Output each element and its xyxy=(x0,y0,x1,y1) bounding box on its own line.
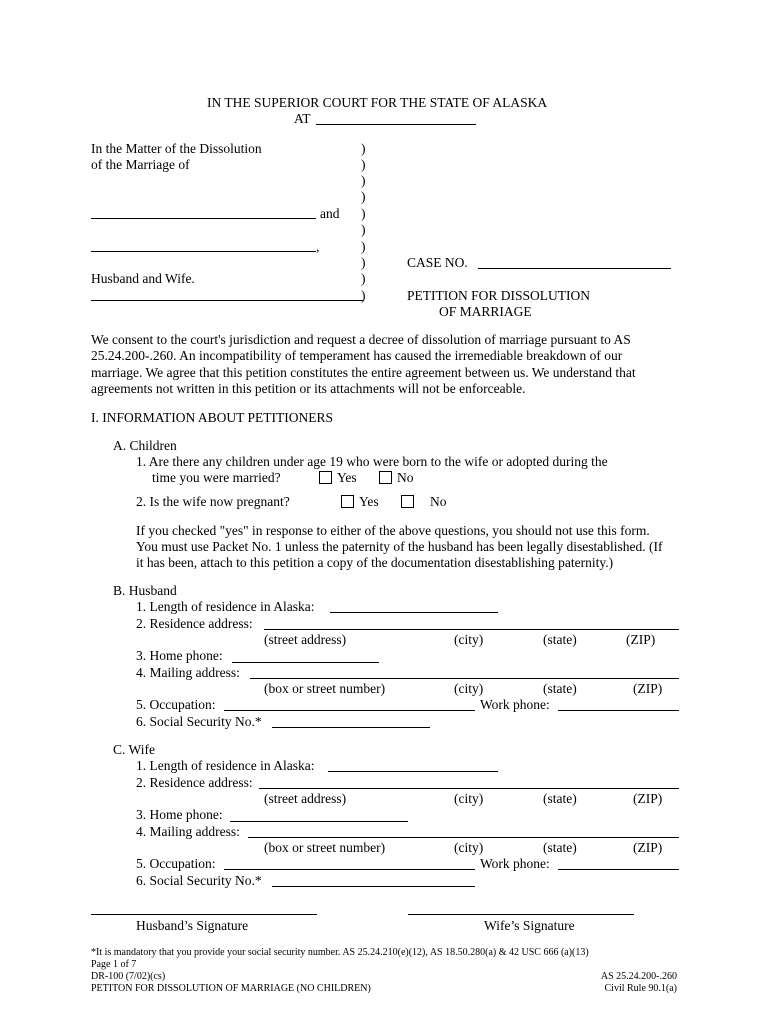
q1-no-checkbox[interactable] xyxy=(379,471,392,484)
wife-residence-address-label: 2. Residence address: xyxy=(136,775,253,790)
statute-reference: AS 25.24.200-.260 xyxy=(600,971,677,982)
paren: ) xyxy=(361,222,366,237)
wife-residence-length-field[interactable] xyxy=(328,771,498,772)
wife-street-caption: (street address) xyxy=(264,791,347,806)
parties-label: Husband and Wife. xyxy=(91,271,195,286)
wife-ssn-field[interactable] xyxy=(272,886,475,887)
intro-line2: 25.24.200-.260. An incompatibility of temperament has caused the irremediable breakdown of our xyxy=(91,348,623,363)
husband-ssn-label: 6. Social Security No.* xyxy=(136,714,262,729)
petition-title-line1: PETITION FOR DISSOLUTION xyxy=(407,288,590,303)
husband-state-caption: (state) xyxy=(543,632,577,647)
wife-mailing-address-field[interactable] xyxy=(248,837,679,838)
husband-ssn-field[interactable] xyxy=(272,727,430,728)
children-note-line2: You must use Packet No. 1 unless the paternity of the husband has been legally disestablished. (If xyxy=(136,539,663,554)
husband-heading: B. Husband xyxy=(113,583,177,598)
husband-zip-caption: (ZIP) xyxy=(626,632,656,647)
paren: ) xyxy=(361,239,366,254)
wife-home-phone-field[interactable] xyxy=(230,821,408,822)
children-heading: A. Children xyxy=(113,438,177,453)
paren: ) xyxy=(361,271,366,286)
q2-no-label: No xyxy=(430,494,447,509)
wife-mail-state-caption: (state) xyxy=(543,840,577,855)
husband-mail-city-caption: (city) xyxy=(454,681,484,696)
paren: ) xyxy=(361,157,366,172)
husband-work-phone-field[interactable] xyxy=(558,710,679,711)
wife-residence-length-label: 1. Length of residence in Alaska: xyxy=(136,758,315,773)
husband-mailing-address-field[interactable] xyxy=(250,678,679,679)
matter-line2: of the Marriage of xyxy=(91,157,190,172)
wife-ssn-label: 6. Social Security No.* xyxy=(136,873,262,888)
wife-heading: C. Wife xyxy=(113,742,155,757)
paren: ) xyxy=(361,206,366,221)
wife-residence-address-field[interactable] xyxy=(259,788,679,789)
husband-work-phone-label: Work phone: xyxy=(480,697,550,712)
party2-name-field[interactable] xyxy=(91,251,316,252)
wife-signature-line[interactable] xyxy=(408,914,634,915)
husband-home-phone-label: 3. Home phone: xyxy=(136,648,223,663)
husband-mail-state-caption: (state) xyxy=(543,681,577,696)
wife-state-caption: (state) xyxy=(543,791,577,806)
paren: ) xyxy=(361,255,366,270)
husband-occupation-field[interactable] xyxy=(224,710,475,711)
wife-box-caption: (box or street number) xyxy=(264,840,386,855)
paren: ) xyxy=(361,189,366,204)
wife-work-phone-field[interactable] xyxy=(558,869,679,870)
matter-line1: In the Matter of the Dissolution xyxy=(91,141,262,156)
court-heading: IN THE SUPERIOR COURT FOR THE STATE OF ALASKA xyxy=(207,95,548,110)
children-q2: 2. Is the wife now pregnant? xyxy=(136,494,290,509)
page-number: Page 1 of 7 xyxy=(91,959,137,970)
wife-home-phone-label: 3. Home phone: xyxy=(136,807,223,822)
ssn-footnote: *It is mandatory that you provide your social security number. AS 25.24.210(e)(12), AS 18.50.280(a) & 42 USC 666 (a)(13) xyxy=(91,947,589,958)
intro-line1: We consent to the court's jurisdiction and request a decree of dissolution of marriage pursuant to AS xyxy=(91,332,631,347)
case-no-label: CASE NO. xyxy=(407,255,468,270)
husband-residence-address-field[interactable] xyxy=(264,629,679,630)
q1-yes-label: Yes xyxy=(337,470,357,485)
q1-no-label: No xyxy=(397,470,414,485)
caption-bottom-line xyxy=(91,300,363,301)
court-location-label: AT xyxy=(294,111,311,126)
q2-yes-label: Yes xyxy=(359,494,379,509)
husband-occupation-label: 5. Occupation: xyxy=(136,697,216,712)
form-title: PETITON FOR DISSOLUTION OF MARRIAGE (NO CHILDREN) xyxy=(91,983,371,994)
wife-mail-zip-caption: (ZIP) xyxy=(633,840,663,855)
comma: , xyxy=(316,239,320,254)
children-q1-line1: 1. Are there any children under age 19 who were born to the wife or adopted during the xyxy=(136,454,608,469)
husband-home-phone-field[interactable] xyxy=(232,662,379,663)
husband-residence-length-field[interactable] xyxy=(330,612,498,613)
paren: ) xyxy=(361,141,366,156)
children-note-line1: If you checked "yes" in response to either of the above questions, you should not use this form. xyxy=(136,523,650,538)
party1-name-field[interactable] xyxy=(91,218,316,219)
husband-city-caption: (city) xyxy=(454,632,484,647)
wife-signature-label: Wife’s Signature xyxy=(484,918,575,933)
husband-box-caption: (box or street number) xyxy=(264,681,386,696)
petition-title-line2: OF MARRIAGE xyxy=(439,304,532,319)
q1-yes-checkbox[interactable] xyxy=(319,471,332,484)
wife-mail-city-caption: (city) xyxy=(454,840,484,855)
and-label: and xyxy=(320,206,340,221)
husband-residence-length-label: 1. Length of residence in Alaska: xyxy=(136,599,315,614)
paren: ) xyxy=(361,173,366,188)
q2-yes-checkbox[interactable] xyxy=(341,495,354,508)
court-location-field[interactable] xyxy=(316,124,476,125)
form-number: DR-100 (7/02)(cs) xyxy=(91,971,166,982)
section-heading: I. INFORMATION ABOUT PETITIONERS xyxy=(91,410,334,425)
wife-work-phone-label: Work phone: xyxy=(480,856,550,871)
children-note-line3: it has been, attach to this petition a copy of the documentation disestablishing paternity.) xyxy=(136,555,614,570)
paren: ) xyxy=(361,288,366,303)
husband-street-caption: (street address) xyxy=(264,632,347,647)
intro-line4: agreements not written in this petition or its attachments will not be enforceable. xyxy=(91,381,526,396)
husband-signature-line[interactable] xyxy=(91,914,317,915)
wife-zip-caption: (ZIP) xyxy=(633,791,663,806)
wife-occupation-field[interactable] xyxy=(224,869,475,870)
husband-signature-label: Husband’s Signature xyxy=(136,918,249,933)
intro-line3: marriage. We agree that this petition constitutes the entire agreement between us. We understand that xyxy=(91,365,636,380)
husband-residence-address-label: 2. Residence address: xyxy=(136,616,253,631)
wife-mailing-address-label: 4. Mailing address: xyxy=(136,824,240,839)
husband-mail-zip-caption: (ZIP) xyxy=(633,681,663,696)
children-q1-line2: time you were married? xyxy=(152,470,281,485)
rule-reference: Civil Rule 90.1(a) xyxy=(604,983,677,994)
wife-city-caption: (city) xyxy=(454,791,484,806)
husband-mailing-address-label: 4. Mailing address: xyxy=(136,665,240,680)
wife-occupation-label: 5. Occupation: xyxy=(136,856,216,871)
case-no-field[interactable] xyxy=(478,268,671,269)
q2-no-checkbox[interactable] xyxy=(401,495,414,508)
